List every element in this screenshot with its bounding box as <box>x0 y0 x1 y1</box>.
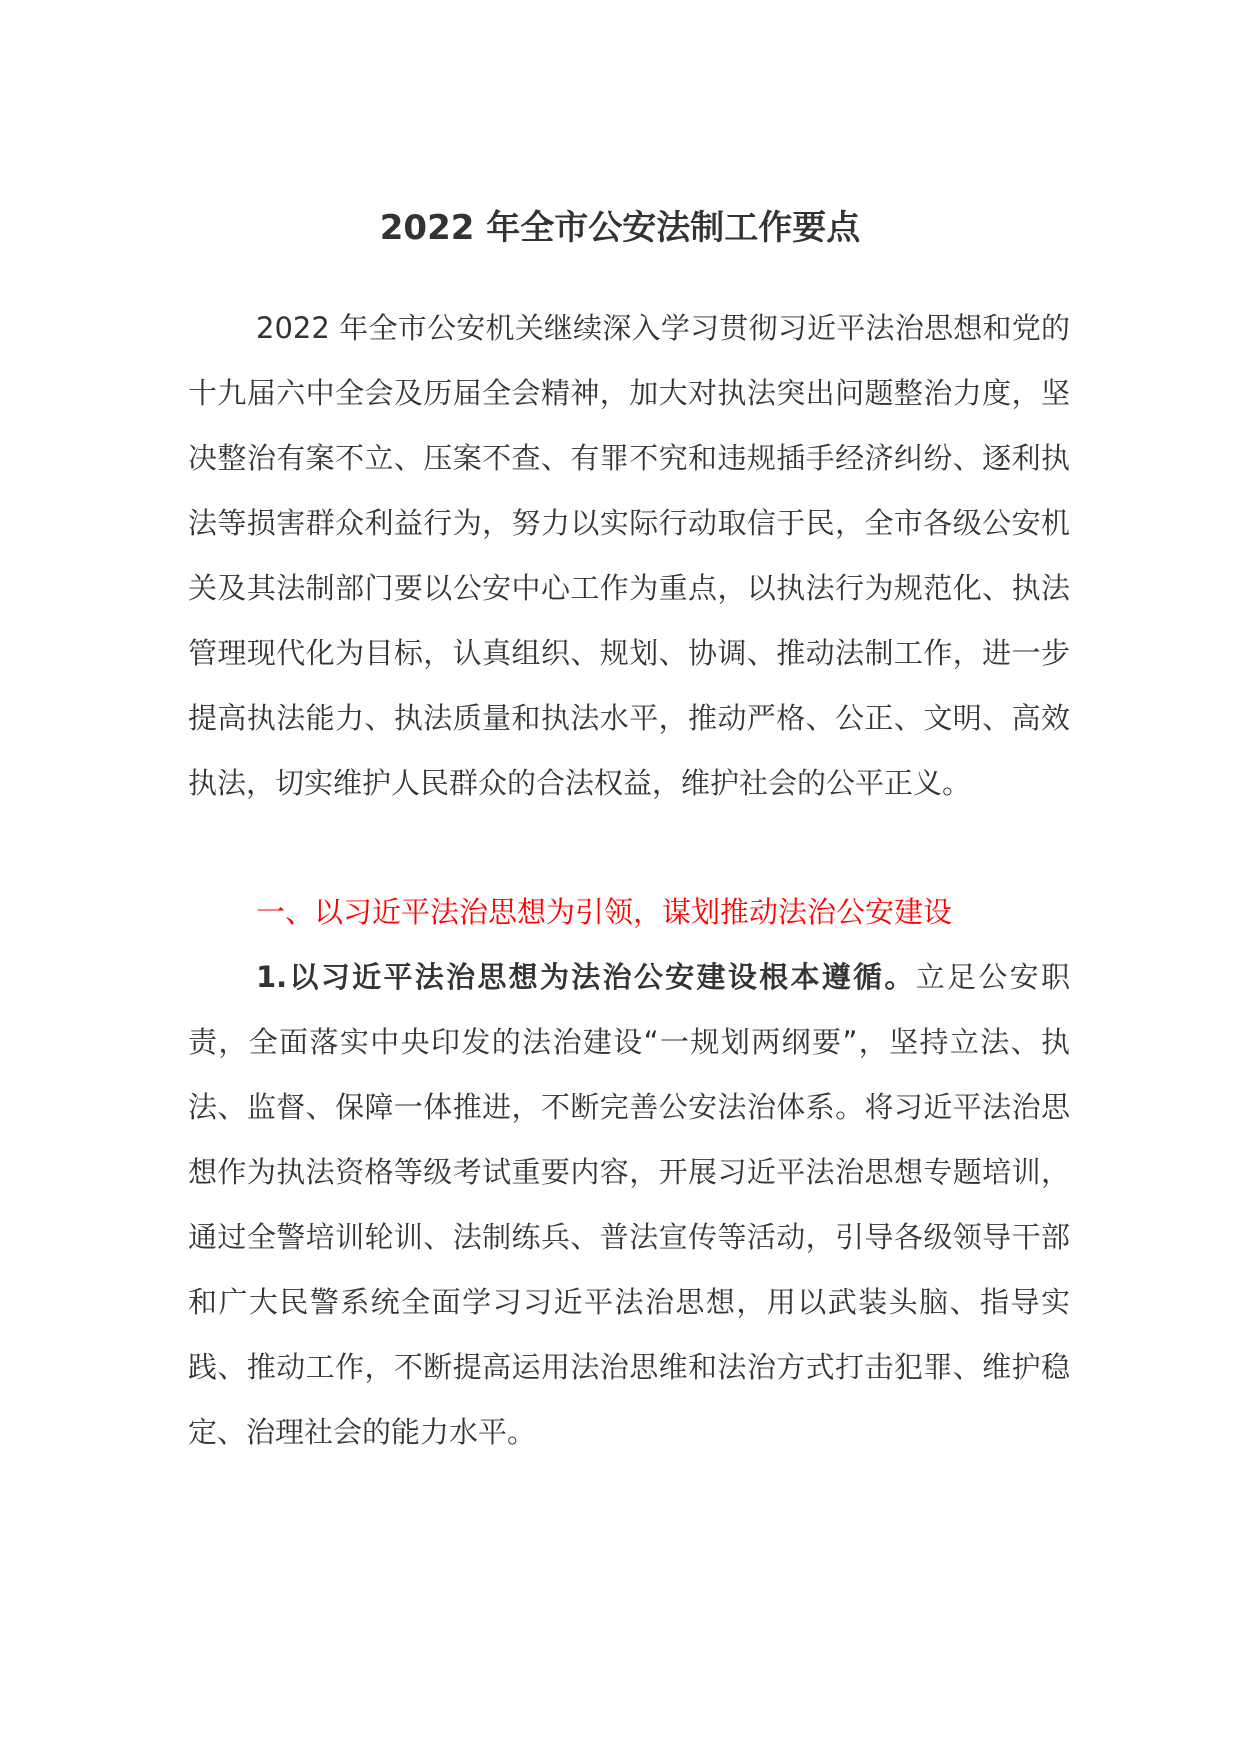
section-one-heading: 一、以习近平法治思想为引领，谋划推动法治公安建设 <box>256 895 953 929</box>
point-one-text: 立足公安职责，全面落实中央印发的法治建设“一规划两纲要”，坚持立法、执法、监督、保障一体推进，不断完善公安法治体系。将习近平法治思想作为执法资格等级考试重要内容，开展习近平法治思想专题培训，通过全警培训轮训、法制练兵、普法宣传等活动，引导各级领导干部和广大民警系统全面学习习近平法治思想，用以武装头脑、指导实践、推动工作，不断提高运用法治思维和法治方式打击犯罪、维护稳定、治理社会的能力水平。 <box>188 960 1070 1449</box>
document-title: 2022 年全市公安法制工作要点 <box>379 208 861 248</box>
intro-paragraph: 2022 年全市公安机关继续深入学习贯彻习近平法治思想和党的十九届六中全会及历届全会精神，加大对执法突出问题整治力度，坚决整治有案不立、压案不查、有罪不究和违规插手经济纠纷、逐利执法等损害群众利益行为，努力以实际行动取信于民，全市各级公安机关及其法制部门要以公安中心工作为重点，以执法行为规范化、执法管理现代化为目标，认真组织、规划、协调、推动法制工作，进一步提高执法能力、执法质量和执法水平，推动严格、公正、文明、高效执法，切实维护人民群众的合法权益，维护社会的公平正义。 <box>188 311 1070 800</box>
point-one-paragraph <box>188 945 1070 1465</box>
point-one-lead: 1.以习近平法治思想为法治公安建设根本遵循。 <box>256 960 916 994</box>
